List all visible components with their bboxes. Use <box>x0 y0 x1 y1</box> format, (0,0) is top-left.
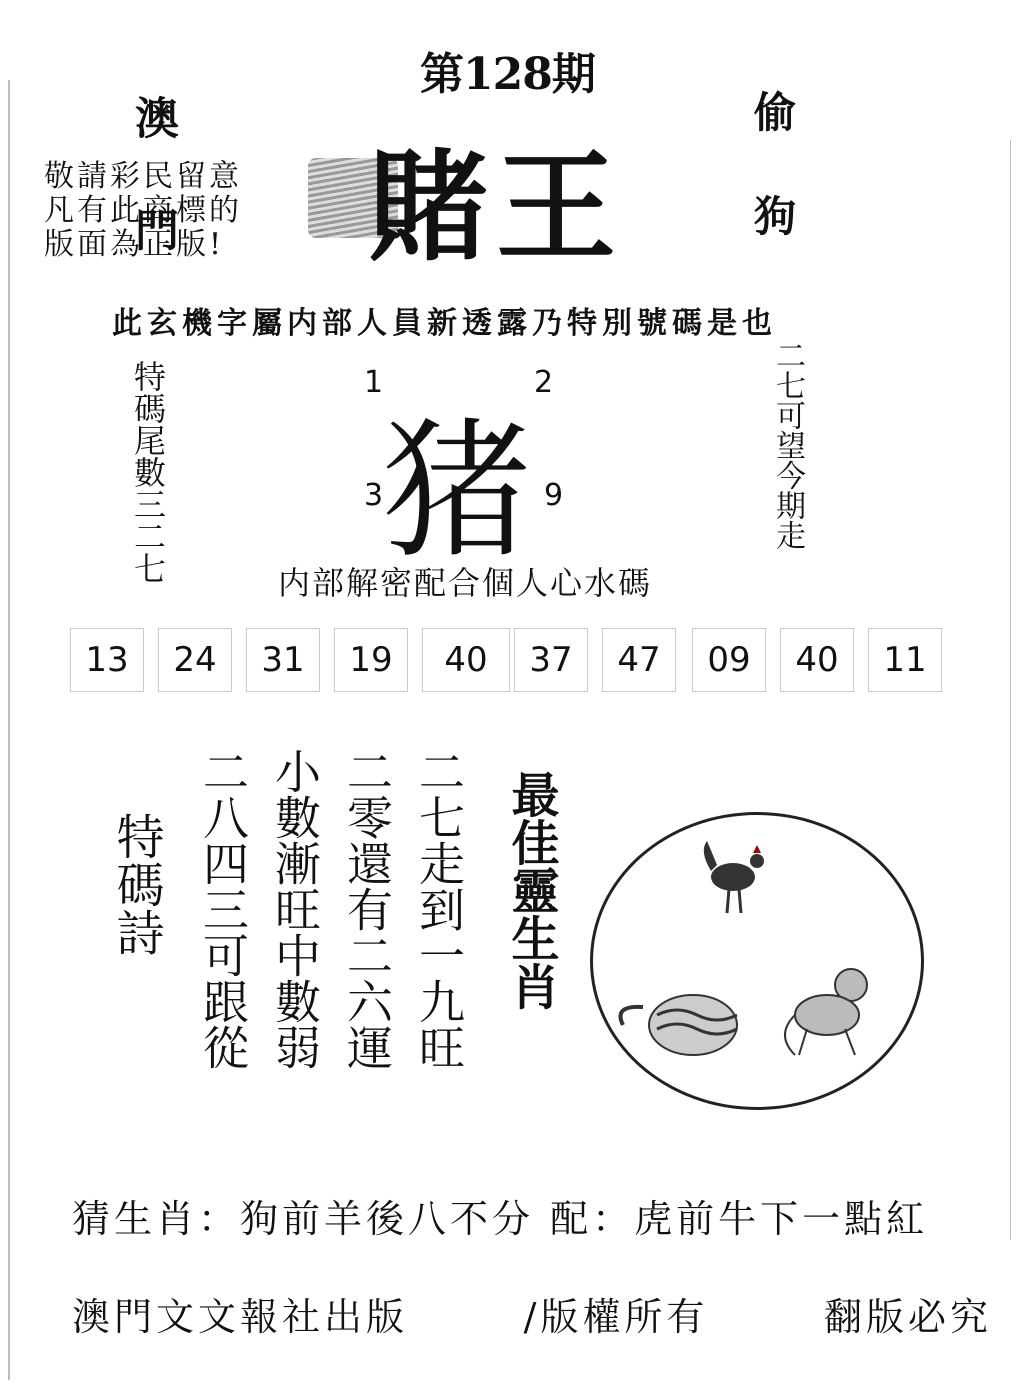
poem-title: 特碼詩 <box>108 812 164 956</box>
page-title: 賭王 <box>368 139 624 278</box>
poem-column: 二零還有二六運 <box>340 748 394 1070</box>
left-vertical-title: 澳門 <box>127 95 178 319</box>
number-box: 40 <box>422 628 510 692</box>
poem-column: 二八四三可跟從 <box>196 748 250 1070</box>
decode-line: 内部解密配合個人心水碼 <box>278 564 653 602</box>
corner-number: 9 <box>544 478 564 513</box>
right-vertical-title: 偷狗 <box>748 90 797 298</box>
hope-note: 二七可望今期走 <box>770 340 805 550</box>
tail-number-note: 特碼尾數三二七 <box>129 360 167 584</box>
notice-line: 敬請彩民留意 <box>44 159 242 194</box>
number-box: 37 <box>514 628 588 692</box>
corner-number: 1 <box>364 365 384 400</box>
left-border <box>8 80 10 1380</box>
intro-line: 此玄機字屬内部人員新透露乃特別號碼是也 <box>112 306 777 341</box>
corner-number: 3 <box>364 478 384 513</box>
number-box: 13 <box>70 628 144 692</box>
number-box: 11 <box>868 628 942 692</box>
notice-line: 凡有此商標的 <box>44 193 242 228</box>
number-box: 47 <box>602 628 676 692</box>
hint-character: 猪 <box>382 405 533 579</box>
right-border <box>1010 140 1011 1240</box>
number-row <box>70 628 950 698</box>
zodiac-circle <box>590 812 924 1110</box>
number-box: 24 <box>158 628 232 692</box>
corner-number: 2 <box>534 365 554 400</box>
copy-warning: 翻版必究 <box>823 1295 992 1339</box>
authenticity-notice <box>44 160 242 262</box>
poem-column: 二七走到一九旺 <box>412 748 466 1070</box>
rooster-icon <box>704 841 764 913</box>
rights-notice: /版權所有 <box>523 1295 709 1339</box>
poem-column: 小數漸旺中數弱 <box>268 748 322 1070</box>
zodiac-art <box>593 815 921 1107</box>
number-box: 40 <box>780 628 854 692</box>
number-box: 09 <box>692 628 766 692</box>
zodiac-guess-line: 猜生肖：狗前羊後八不分 配：虎前牛下一點紅 <box>72 1197 929 1241</box>
monkey-icon <box>785 969 867 1055</box>
tiger-icon <box>621 995 738 1055</box>
number-box: 19 <box>334 628 408 692</box>
publisher: 澳門文文報社出版 <box>72 1295 409 1339</box>
notice-line: 版面為正版! <box>44 227 225 262</box>
footer <box>72 1286 992 1341</box>
issue-number: 第128期 <box>420 49 595 100</box>
number-box: 31 <box>246 628 320 692</box>
best-zodiac-label: 最佳靈生肖 <box>503 770 559 1010</box>
